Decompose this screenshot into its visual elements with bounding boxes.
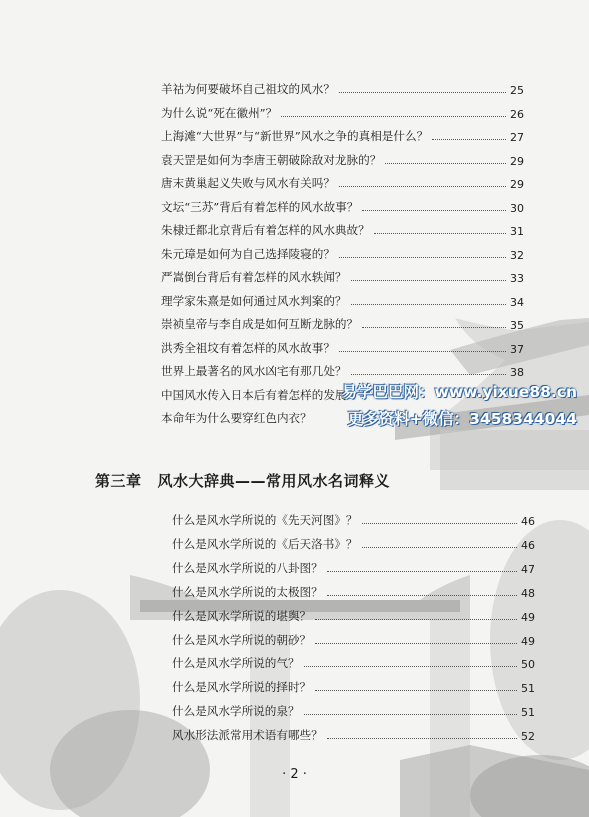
toc-entry-title: 为什么说“死在徽州”？: [161, 105, 278, 120]
toc-entry-title: 上海滩“大世界”与“新世界”风水之争的真相是什么？: [161, 129, 429, 143]
chapter-number: 第三章: [95, 472, 142, 490]
toc-leader-dots: [362, 210, 506, 211]
toc-entry-title: 什么是风水学所说的气？: [172, 656, 300, 671]
chapter-title: 风水大辞典——常用风水名词释义: [157, 472, 391, 490]
toc-leader-dots: [304, 666, 517, 667]
toc-entry[interactable]: [161, 218, 524, 238]
toc-entry-title: 羊祜为何要破坏自己祖坟的风水？: [161, 82, 335, 96]
toc-leader-dots: [327, 571, 517, 572]
toc-entry[interactable]: [172, 723, 535, 743]
temple-wall: [440, 430, 589, 490]
toc-entry[interactable]: [172, 699, 535, 719]
toc-entry-page: 31: [510, 225, 524, 238]
toc-entry-page: 34: [510, 295, 524, 309]
toc-entry-page: 32: [510, 248, 524, 262]
toc-entry-page: 49: [521, 634, 535, 648]
toc-leader-dots: [315, 619, 517, 620]
toc-entry-page: 27: [510, 131, 524, 144]
toc-leader-dots: [432, 139, 506, 140]
toc-entry-page: 29: [510, 154, 524, 168]
toc-entry-page: 49: [521, 610, 535, 624]
toc-entry[interactable]: [172, 508, 535, 528]
toc-entry-page: 25: [510, 84, 524, 97]
toc-entry-page: 30: [510, 201, 524, 215]
toc-entry-title: 什么是风水学所说的《后天洛书》？: [172, 536, 358, 551]
toc-entry-page: 38: [510, 366, 524, 379]
toc-entry-page: 33: [510, 272, 524, 285]
toc-entry-title: 唐末黄巢起义失败与风水有关吗？: [161, 176, 335, 190]
toc-leader-dots: [351, 304, 506, 305]
toc-entry[interactable]: [161, 312, 524, 332]
chapter-heading: [95, 470, 390, 491]
toc-entry-title: 崇祯皇帝与李自成是如何互断龙脉的？: [161, 317, 359, 331]
toc-leader-dots: [362, 523, 517, 524]
toc-entry-title: 什么是风水学所说的《先天河图》？: [172, 513, 358, 527]
toc-entry[interactable]: [172, 604, 535, 624]
toc-entry-title: 文坛“三苏”背后有着怎样的风水故事？: [161, 199, 359, 214]
toc-entry-page: 47: [521, 562, 535, 576]
toc-entry-page: 52: [521, 730, 535, 744]
toc-entry-title: 什么是风水学所说的堪舆？: [172, 608, 312, 623]
toc-entry[interactable]: [161, 195, 524, 215]
toc-entry[interactable]: [161, 242, 524, 262]
toc-leader-dots: [374, 233, 506, 234]
toc-entry[interactable]: [172, 675, 535, 695]
toc-entry-page: 48: [521, 586, 535, 600]
toc-entry-title: 本命年为什么要穿红色内衣？: [161, 411, 312, 425]
toc-entry[interactable]: [172, 628, 535, 648]
page-number: · 2 ·: [282, 767, 307, 782]
toc-leader-dots: [339, 257, 506, 258]
toc-entry-title: 洪秀全祖坟有着怎样的风水故事？: [161, 340, 335, 355]
watermark-line-1: 易学巴巴网：www.yixue88.cn: [341, 383, 577, 401]
toc-leader-dots: [281, 116, 506, 117]
toc-entry-title: 什么是风水学所说的太极图？: [172, 584, 323, 599]
toc-entry[interactable]: [161, 336, 524, 356]
toc-entry-title: 朱棣迁都北京背后有着怎样的风水典故？: [161, 223, 370, 237]
toc-entry[interactable]: [161, 289, 524, 309]
toc-entry[interactable]: [161, 101, 524, 121]
toc-leader-dots: [304, 714, 517, 715]
toc-entry-page: 26: [510, 107, 524, 121]
toc-leader-dots: [351, 374, 506, 375]
toc-entry-title: 风水形法派常用术语有哪些？: [172, 728, 323, 743]
toc-leader-dots: [362, 547, 517, 548]
toc-entry[interactable]: [172, 651, 535, 671]
toc-entry-title: 理学家朱熹是如何通过风水判案的？: [161, 293, 347, 308]
toc-entry[interactable]: [161, 171, 524, 191]
toc-entry[interactable]: [161, 77, 524, 97]
toc-entry[interactable]: [172, 532, 535, 552]
toc-entry-page: 35: [510, 319, 524, 332]
toc-entry[interactable]: [161, 124, 524, 144]
toc-entry-title: 世界上最著名的风水凶宅有那几处？: [161, 364, 347, 378]
toc-entry-page: 50: [521, 658, 535, 672]
toc-entry-page: 46: [521, 538, 535, 552]
toc-entry-page: 46: [521, 515, 535, 528]
toc-entry-title: 袁天罡是如何为李唐王朝破除敌对龙脉的？: [161, 152, 382, 167]
toc-leader-dots: [339, 186, 506, 187]
toc-entry[interactable]: [161, 148, 524, 168]
toc-leader-dots: [339, 351, 506, 352]
toc-entry[interactable]: [161, 265, 524, 285]
toc-entry-title: 中国风水传入日本后有着怎样的发展: [161, 387, 347, 402]
toc-entry[interactable]: [172, 580, 535, 600]
toc-entry-title: 什么是风水学所说的择时？: [172, 680, 312, 695]
toc-entry-title: 严嵩倒台背后有着怎样的风水轶闻？: [161, 270, 347, 284]
toc-entry-page: 29: [510, 178, 524, 191]
toc-entry-title: 什么是风水学所说的泉？: [172, 704, 300, 719]
toc-entry-title: 什么是风水学所说的朝砂？: [172, 632, 312, 647]
toc-entry[interactable]: [161, 359, 524, 379]
watermark-line-2: 更多资料+微信：3458344044: [347, 410, 577, 428]
toc-leader-dots: [327, 738, 517, 739]
toc-leader-dots: [315, 690, 517, 691]
toc-entry-page: 51: [521, 682, 535, 696]
toc-leader-dots: [362, 327, 506, 328]
toc-leader-dots: [339, 92, 506, 93]
toc-entry[interactable]: [172, 556, 535, 576]
toc-entry-page: 37: [510, 342, 524, 356]
toc-entry-page: 51: [521, 706, 535, 720]
toc-leader-dots: [385, 163, 506, 164]
toc-entry-title: 朱元璋是如何为自己选择陵寝的？: [161, 246, 335, 261]
toc-leader-dots: [327, 595, 517, 596]
toc-leader-dots: [351, 280, 506, 281]
toc-entry-title: 什么是风水学所说的八卦图？: [172, 560, 323, 575]
toc-leader-dots: [315, 643, 517, 644]
